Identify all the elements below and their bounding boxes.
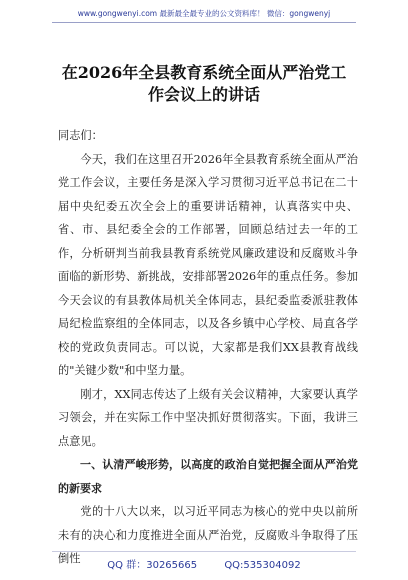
footer-qq-group: QQ 群：30265665 [107, 560, 198, 571]
salutation: 同志们： [58, 129, 103, 142]
site-footer [0, 556, 408, 571]
paragraph-3: 党的十八大以来，以习近平同志为核心的党中央以前所未有的决心和力度推进全面从严治党，反腐败斗争取得了压倒性 [58, 505, 358, 565]
footer-qq: QQ:535304092 [224, 560, 301, 571]
paragraph-2: 刚才，XX同志传达了上级有关会议精神，大家要认真学习领会，并在实际工作中坚决抓好贯彻落实。下面，我讲三点意见。 [58, 387, 358, 448]
document-body [58, 124, 358, 571]
title-line-2: 作会议上的讲话 [147, 85, 260, 104]
section-heading-1: 一、认清严峻形势，以高度的政治自觉把握全面从严治党的新要求 [58, 458, 358, 495]
footer-divider [52, 551, 356, 552]
header-divider [52, 22, 356, 23]
site-header: www.gongwenyi.com 最新最全最专业的公文资料库！ 微信：gongwenyj [77, 9, 331, 18]
title-line-1: 在2026年全县教育系统全面从严治党工 [61, 63, 347, 82]
document-title [30, 62, 378, 106]
paragraph-1: 今天，我们在这里召开2026年全县教育系统全面从严治党工作会议，主要任务是深入学习贯彻习近平总书记在二十届中央纪委五次全会上的重要讲话精神，认真落实中央、省、市、县纪委全会的工作部署，回顾总结过去一年的工作，分析研判当前我县教育系统党风廉政建设和反腐败斗争面临的新形势、新挑战，安排部署2026年的重点任务。参加今天会议的有县教体局机关全体同志，县纪委监委派驻教体局纪检监察组的全体同志，以及各乡镇中心学校、局直各学校的党政负责同志。可以说，大家都是我们XX县教育战线的"关键少数"和中坚力量。 [58, 152, 358, 377]
